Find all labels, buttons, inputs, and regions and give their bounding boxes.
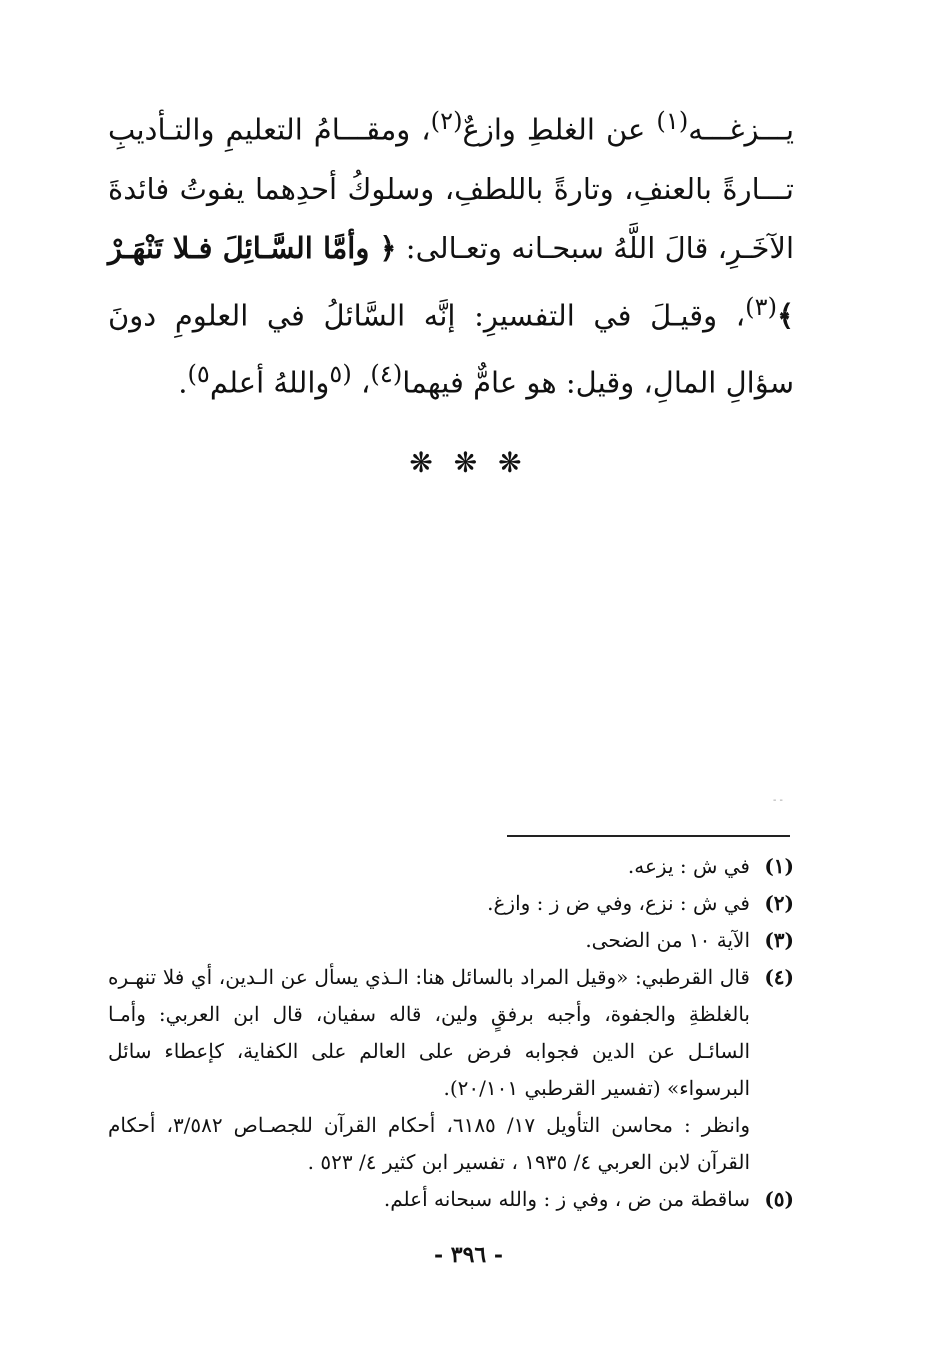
footnote-text: الآية ١٠ من الضحى. xyxy=(585,928,750,952)
footnote-ref: (٢) xyxy=(430,107,463,135)
footnote-ref: ٥) xyxy=(187,360,210,389)
footnote-number: (٤) xyxy=(764,965,794,989)
text-segment: ، وقيـلَ في التفسيرِ: إنَّه السَّائلُ في العلومِ دونَ سؤالِ المالِ، وقيل: هو عامٌّ فيهما xyxy=(108,298,794,400)
footnote-item xyxy=(108,922,794,959)
quran-verse: ﴿ وأمَّا السَّـائِلَ فـلا تَنْهَـرْ ﴾ xyxy=(108,230,794,333)
footnote-item xyxy=(108,959,794,1107)
main-paragraph xyxy=(108,92,794,413)
text-segment: ، ومقـــامُ التعليمِ والتـأديبِ تـــارةً بالعنفِ، وتارةً باللطفِ، وسلوكُ أحدِهما يفوتُ فائدةَ الآخَـرِ، قالَ اللَّهُ سبحـانه وتعـالى: xyxy=(108,112,794,265)
footnote-item xyxy=(108,1181,794,1218)
footnote-text: في ش : يزعه. xyxy=(627,854,750,878)
section-separator: ❋ ❋ ❋ xyxy=(409,446,528,479)
text-segment: يـــزغـــه xyxy=(688,112,795,147)
footnote-continuation: وانظر : محاسن التأويل ١٧/ ٦١٨٥، أحكام القرآن للجصـاص ٣/٥٨٢، أحكام القرآن لابن العربي ٤/ ١٩٣٥ ، تفسير ابن كثير ٤/ ٥٢٣ . xyxy=(108,1113,750,1174)
footnote-ref: (٥ xyxy=(329,360,352,389)
text-segment: . xyxy=(178,365,188,400)
footnote-ref: (١) xyxy=(656,107,689,135)
footnote-ref: (٣) xyxy=(745,292,777,321)
text-segment: ، xyxy=(351,365,371,400)
paragraph-body xyxy=(108,92,794,413)
footnote-number: (٥) xyxy=(764,1187,794,1211)
text-segment: واللهُ أعلم xyxy=(209,365,330,400)
footnote-rule xyxy=(507,835,790,837)
scan-speck: - - xyxy=(773,795,783,806)
footnote-text: ساقطة من ض ، وفي ز : والله سبحانه أعلم. xyxy=(383,1187,750,1211)
footnote-ref: (٤) xyxy=(370,360,403,389)
footnote-text: في ش : نزع، وفي ض ز : وازغ. xyxy=(487,891,750,915)
footnote-item xyxy=(108,885,794,922)
footnote-number: (١) xyxy=(764,854,794,878)
footnote-number: (٣) xyxy=(764,928,794,952)
footnotes xyxy=(108,848,794,1218)
footnote-item xyxy=(108,848,794,885)
page-number: - ٣٩٦ - xyxy=(433,1242,504,1268)
text-segment: عن الغلطِ وازعٌ xyxy=(462,112,657,147)
footnote-text: قال القرطبي: «وقيل المراد بالسائل هنا: الـذي يسأل عن الـدين، أي فلا تنهـره بالغلظةِ والجفوة، وأجبه برفقٍ ولين، قاله سفيان، قال ابن العربي: وأمـا السائـل عن الدين فجوابه فرض على العالم على الكفاية، كإعطاء سائل البرسواء» (تفسير القرطبي ٢٠/١٠١). xyxy=(108,965,751,1100)
footnote-number: (٢) xyxy=(764,891,794,915)
